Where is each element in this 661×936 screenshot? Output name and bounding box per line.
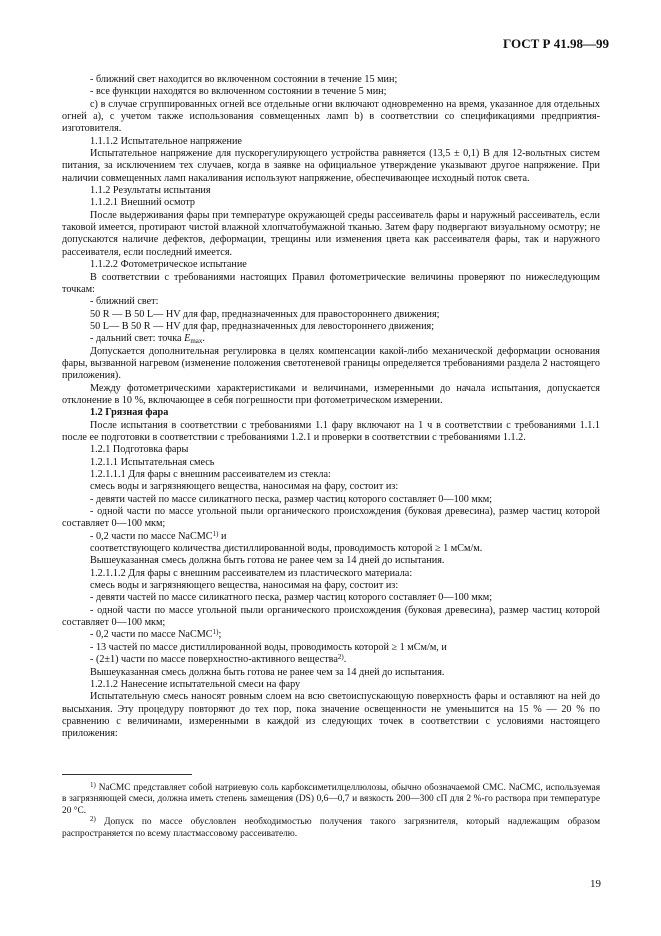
paragraph: Испытательную смесь наносят ровным слоем на всю светоиспускающую поверхность фары и оставляют на ней до высыхания. Эту процедуру повторяют до тех пор, пока значение освещенности не уменьшится на 15 % — 20 % по сравнению с величинами, измеренными в каждой из следующих точек в соответствии с условиями настоящего приложения: — [62, 691, 600, 740]
symbol-e: E — [184, 333, 191, 345]
text-run: - 0,2 части по массе NaCMC — [90, 629, 213, 641]
subscript: max — [190, 337, 203, 346]
paragraph: Вышеуказанная смесь должна быть готова не ранее чем за 14 дней до испытания. — [90, 666, 445, 678]
paragraph: После испытания в соответствии с требованиями 1.1 фару включают на 1 ч в соответствии с требованиями 1.1.1 после ее подготовки в соответствии с требованиями 1.2.1 и проверки в соответствии с требованиями 1.1.2. — [62, 419, 600, 443]
paragraph: Допускается дополнительная регулировка в целях компенсации какой-либо механической деформации основания фары, вызванной нагревом (изменение положения светотеневой границы определяется требованиями раздела 2 настоящего приложения). — [62, 345, 600, 382]
text-run: . — [202, 333, 205, 345]
list-item: - одной части по массе угольной пыли органического происхождения (буковая древесина), размер частиц которой составляет 0—100 мкм; — [62, 506, 600, 530]
section-heading: 1.2.1.1.2 Для фары с внешним рассеивателем из пластического материала: — [90, 567, 413, 579]
document-header: ГОСТ Р 41.98—99 — [503, 36, 609, 51]
footnote-divider — [62, 774, 192, 775]
footnote-text: NaCMC представляет собой натриевую соль карбоксиметилцеллюлозы, обычно обозначаемой СМС. NaCMC, используемая в загрязняющей смеси, должна иметь степень замещения (DS) 0,6—0,7 и вязкость 200—300 сП для 2 %-го раствора при температуре 20 °С. — [62, 783, 600, 816]
paragraph: В соответствии с требованиями настоящих Правил фотометрические величины проверяют по нижеследующим точкам: — [62, 271, 600, 295]
section-heading: 1.1.2.2 Фотометрическое испытание — [90, 259, 247, 271]
text-run: - дальний свет: точка — [90, 333, 185, 345]
text-run: ; — [218, 629, 222, 641]
section-heading: 1.2.1 Подготовка фары — [90, 444, 189, 456]
footnote-ref: 1) — [212, 628, 219, 637]
section-heading: 1.1.1.2 Испытательное напряжение — [90, 135, 242, 147]
paragraph: c) в случае сгруппированных огней все отдельные огни включают одновременно на время, указанное для отдельных огней a), с учетом также использования совмещенных ламп b) в соответствии со спецификациями предприятия-изготовителя. — [62, 98, 600, 135]
document-body — [62, 74, 600, 741]
paragraph: Испытательное напряжение для пускорегулирующего устройства равняется (13,5 ± 0,1) В для 12-вольтных систем питания, за исключением тех случаев, когда в заявке на официальное утверждение указывают другое напряжение. При наличии совмещенных ламп накаливания используют напряжение, обеспечивающее исходный поток света. — [62, 148, 600, 184]
section-heading: 1.2.1.1.1 Для фары с внешним рассеивателем из стекла: — [90, 469, 331, 480]
list-item: - одной части по массе угольной пыли органического происхождения (буковая древесина), размер частиц которой составляет 0—100 мкм; — [62, 604, 600, 629]
section-heading: 1.1.2.1 Внешний осмотр — [90, 197, 196, 209]
paragraph: - все функции находятся во включенном состоянии в течение 5 мин; — [90, 86, 387, 98]
page-number: 19 — [590, 878, 601, 890]
paragraph: Между фотометрическими характеристиками и величинами, измеренными до начала испытания, допускается отклонение в 10 %, включающее в себя погрешности при фотометрическом измерении. — [62, 382, 600, 406]
footnote-text: Допуск по массе обусловлен необходимостью получения такого загрязнителя, который надлежащим образом распространяется по всему пластмассовому рассеивателю. — [62, 817, 600, 839]
section-heading-bold: 1.2 Грязная фара — [90, 407, 169, 419]
paragraph: - ближний свет находится во включенном состоянии в течение 15 мин; — [90, 74, 398, 85]
text-run: . — [343, 654, 347, 666]
section-heading: 1.1.2 Результаты испытания — [90, 185, 211, 197]
text-run: - 0,2 части по массе NaCMC — [90, 530, 213, 542]
section-heading: 1.2.1.1 Испытательная смесь — [90, 456, 215, 468]
footnote-ref: 1) — [212, 529, 219, 538]
footnote-mark: 1) — [90, 781, 96, 789]
list-item: - девяти частей по массе силикатного песка, размер частиц которого составляет 0—100 мкм; — [90, 493, 493, 505]
list-item — [62, 654, 600, 666]
list-item: - ближний свет: — [90, 296, 159, 308]
list-item: - 13 частей по массе дистиллированной воды, проводимость которой ≥ 1 мСм/м, и — [90, 641, 447, 653]
paragraph: смесь воды и загрязняющего вещества, наносимая на фару, состоит из: — [90, 580, 399, 592]
text-run: - (2±1) части по массе поверхностно-активного вещества — [90, 654, 338, 666]
text-run: и — [218, 530, 227, 542]
paragraph: После выдерживания фары при температуре окружающей среды рассеиватель фары и наружный рассеиватель, если таковой имеется, протирают чистой влажной хлопчатобумажной тканью. Затем фару подвергают визуальному осмотру; не допускаются наличие дефектов, деформации, трещины или изменения цвета как рассеивателя фары, так и наружного рассеивателя, если последний имеется. — [62, 209, 600, 258]
footnote-ref: 2) — [337, 653, 344, 662]
footnote — [62, 783, 600, 817]
list-item — [62, 629, 600, 641]
list-item — [62, 531, 600, 543]
paragraph: соответствующего количества дистиллированной воды, проводимость которой ≥ 1 мСм/м. — [90, 543, 483, 555]
list-item: 50 L— B 50 R — HV для фар, предназначенных для левостороннего движения; — [90, 320, 435, 332]
footnote-mark: 2) — [90, 815, 96, 824]
paragraph: смесь воды и загрязняющего вещества, наносимая на фару, состоит из: — [90, 481, 399, 493]
list-item: - девяти частей по массе силикатного песка, размер частиц которого составляет 0—100 мкм; — [90, 592, 493, 604]
section-heading: 1.2.1.2 Нанесение испытательной смеси на фару — [90, 678, 301, 690]
paragraph: Вышеуказанная смесь должна быть готова не ранее чем за 14 дней до испытания. — [90, 555, 445, 567]
footnote — [62, 817, 600, 840]
footnotes — [62, 783, 600, 840]
list-item — [62, 333, 600, 345]
list-item: 50 R — B 50 L— HV для фар, предназначенных для правостороннего движения; — [90, 308, 440, 320]
